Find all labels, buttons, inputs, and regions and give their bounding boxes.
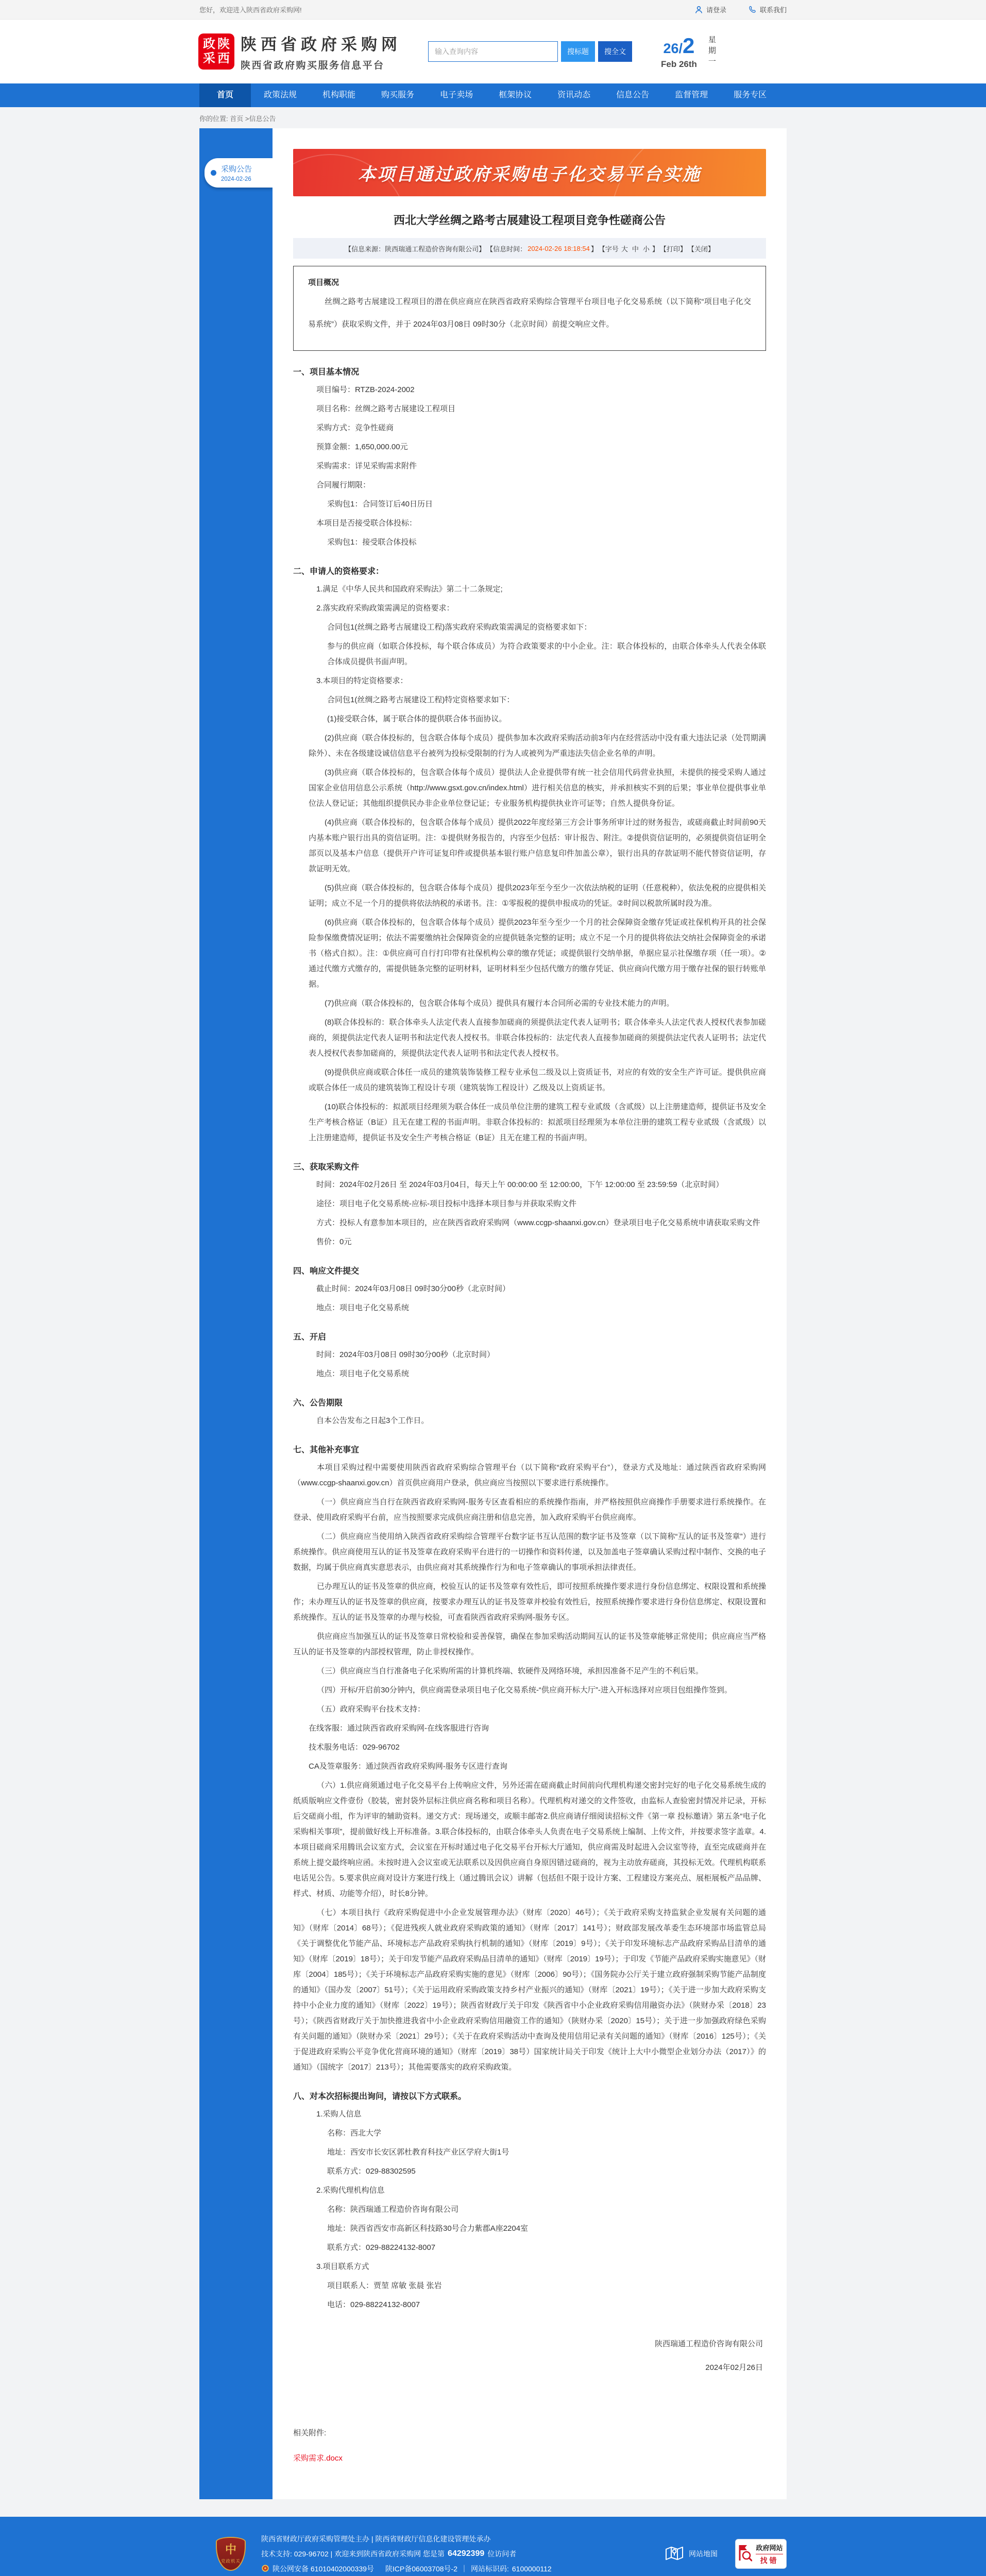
info-time-value: 2024-02-26 18:18:54 (528, 244, 590, 252)
font-size-close: 】 (652, 245, 659, 253)
section-paragraph: 参与的供应商（如联合体投标，每个联合体成员）为符合政策要求的中小企业。注：联合体投标的，由联合体牵头人代表全体联合体成员提供书面声明。 (327, 642, 766, 666)
section-paragraph: 本项目是否接受联合体投标： (316, 519, 417, 528)
print-button[interactable]: 【打印】 (659, 245, 687, 253)
section-paragraph: 联系方式：029-88302595 (327, 2167, 416, 2176)
signature-company: 陕西瑞通工程造价咨询有限公司 (654, 2340, 763, 2348)
announcement-section (293, 565, 766, 1146)
section-paragraph: 时间：2024年02月26日 至 2024年03月04日，每天上午 00:00:00 至 12:00:00，下午 12:00:00 至 23:59:59（北京时间） (316, 1180, 724, 1189)
section-heading: 八、对本次招标提出询问，请按以下方式联系。 (293, 2092, 467, 2101)
phone-icon (748, 5, 757, 14)
section-paragraph: 售价：0元 (316, 1238, 352, 1246)
section-paragraph: 本项目采购过程中需要使用陕西省政府采购综合管理平台（以下简称“政府采购平台”），登录方式及地址：通过陕西省政府采购网（www.ccgp-shaanxi.gov.cn）首页供应商用户登录，供应商应当按照以下要求进行系统操作。 (293, 1463, 766, 1487)
emblem-label: 党政机关 (220, 2558, 241, 2564)
announcement-title: 西北大学丝绸之路考古展建设工程项目竞争性磋商公告 (393, 214, 666, 227)
section-paragraph: (2)供应商（联合体投标的，包含联合体每个成员）提供参加本次政府采购活动前3年内在经营活动中没有重大违法记录（处罚期满除外）、未在各级建设诚信信息平台被列为投标受限制的行为人或被列为严重违法失信企业名单的声明。 (309, 734, 766, 758)
font-size-medium-button[interactable]: 中 (632, 245, 639, 253)
announcement-panel (273, 128, 787, 2499)
section-paragraph: 1.满足《中华人民共和国政府采购法》第二十二条规定; (316, 585, 503, 594)
contact-link[interactable] (748, 5, 787, 14)
breadcrumb (199, 113, 787, 123)
section-paragraph: 地址：西安市长安区郭杜教育科技产业区学府大街1号 (327, 2148, 509, 2157)
section-paragraph: (8)联合体投标的：联合体牵头人法定代表人直接参加磋商的须提供法定代表人证明书；联合体牵头人法定代表人授权代表参加磋商的，须提供法定代表人证明书和法定代表人授权书。非联合体投标的：法定代表人直接参加磋商的须提供法定代表人证明书；法定代表人授权代表参加磋商的，须提供法定代表人证明书和法定代表人授权书。 (309, 1018, 766, 1058)
platform-banner (293, 149, 766, 196)
announcement-section (293, 1264, 766, 1316)
section-paragraph: 截止时间：2024年03月08日 09时30分00秒（北京时间） (316, 1284, 510, 1293)
site-logo-icon (199, 35, 233, 69)
sidebar (199, 128, 273, 2499)
font-size-small-button[interactable]: 小 (642, 245, 650, 253)
sitemap-link[interactable] (665, 2545, 718, 2563)
section-paragraph: (1)接受联合体，属于联合体的提供联合体书面协议。 (327, 715, 507, 723)
signature-block (293, 2336, 766, 2376)
magnifier-flag-icon (739, 2544, 752, 2564)
date-display (661, 33, 739, 70)
footer-support-line: 技术支持: 029-96702 | 欢迎来到陕西省政府采购网 您是第 64292399 位访问者 (261, 2549, 517, 2558)
section-paragraph: 途径：项目电子化交易系统-应标-项目投标中选择本项目参与并获取采购文件 (316, 1199, 576, 1208)
section-paragraph: 项目联系人：贾堃 席敏 张晨 张岩 (327, 2281, 442, 2290)
section-heading: 一、项目基本情况 (293, 368, 360, 377)
breadcrumb-home-link[interactable]: 首页 (230, 115, 244, 123)
section-heading: 五、开启 (293, 1333, 327, 1342)
search-bar (428, 41, 632, 62)
section-paragraph: （七）本项目执行《政府采购促进中小企业发展管理办法》（财库〔2020〕46号）；《关于政府采购支持监狱企业发展有关问题的通知》（财库〔2014〕68号）；《促进残疾人就业政府采购政策的通知》（财库〔2017〕141号）；财政部发展改革委生态环境部市场监管总局《关于调整优化节能产品、环境标志产品政府采购执行机制的通知》（财库〔2019〕9号）；《关于印发环境标志产品政府采购品目清单的通知》（财库〔2019〕18号）；关于印发节能产品政府采购品目清单的通知》（财库〔2019〕19号）；于印发《节能产品政府采购实施意见》（财库〔2004〕185号）；《关于环境标志产品政府采购实施的意见》（财库〔2006〕90号）；《国务院办公厅关于建立政府强制采购节能产品制度的通知》（国办发〔2007〕51号）；《关于运用政府采购政策支持乡村产业振兴的通知》（财库〔2021〕19号）；《关于进一步加大政府采购支持中小企业力度的通知》（财库〔2022〕19号）；陕西省财政厅关于印发《陕西省中小企业政府采购信用融资办法》（陕财办采〔2018〕23号）；《陕西省财政厅关于加快推进我省中小企业政府采购信用融资工作的通知》（陕财办采〔2020〕15号）；关于进一步加强政府绿色采购有关问题的通知》（陕财办采〔2021〕29号）；《关于在政府采购活动中查询及使用信用记录有关问题的通知》（财库〔2016〕125号）；《关于促进政府采购公平竞争优化营商环境的通知》（财库〔2019〕38号）国家统计局关于印发《统计上大中小微型企业划分办法（2017）》的通知》（国统字〔2017〕213号）；其他需要落实的政府采购政策。 (293, 1908, 766, 2072)
section-paragraph: 联系方式：029-88224132-8007 (327, 2243, 436, 2252)
nav-item[interactable]: 电子卖场 (440, 91, 473, 99)
breadcrumb-separator: > (245, 115, 249, 123)
section-paragraph: 时间：2024年03月08日 09时30分00秒（北京时间） (316, 1350, 495, 1359)
section-paragraph: 采购需求：详见采购需求附件 (316, 462, 417, 470)
nav-item[interactable]: 服务专区 (734, 91, 767, 99)
breadcrumb-prefix: 你的位置: (199, 115, 228, 123)
logo-char: 陕 (217, 37, 230, 51)
section-paragraph: 自本公告发布之日起3个工作日。 (316, 1416, 429, 1425)
footer-registration-line: 陕公网安备 61010402000339号 陕ICP备06003708号-2 ｜ 网站标识码: 6100000112 (261, 2564, 552, 2574)
section-paragraph: 合同包1(丝绸之路考古展建设工程)特定资格要求如下： (327, 696, 515, 704)
section-heading: 三、获取采购文件 (293, 1163, 360, 1172)
date-month: 2 (683, 33, 695, 58)
section-paragraph: (9)提供供应商或联合体任一成员的建筑装饰装修工程专业承包二级及以上资质证书，对应的有效的安全生产许可证。提供供应商或联合体任一成员的建筑装饰工程设计专项（建筑装饰工程设计）乙级及以上资质证书。 (309, 1068, 766, 1092)
section-paragraph: 2.落实政府采购政策需满足的资格要求： (316, 604, 454, 613)
site-subtitle: 陕西省政府购买服务信息平台 (241, 60, 385, 71)
meta-bar (293, 238, 766, 259)
section-paragraph: 在线客服：通过陕西省政府采购网-在线客服进行咨询 (309, 1724, 489, 1733)
section-paragraph: （四）开标/开启前30分钟内，供应商需登录项目电子化交易系统-“供应商开标大厅”-进入开标选择对应项目包组操作签到。 (317, 1686, 732, 1694)
search-input[interactable] (428, 41, 558, 62)
login-link[interactable] (694, 5, 726, 14)
section-paragraph: 预算金额：1,650,000.00元 (316, 443, 408, 451)
user-icon (694, 5, 703, 14)
section-paragraph: 2.采购代理机构信息 (316, 2186, 385, 2195)
section-paragraph: (7)供应商（联合体投标的，包含联合体每个成员）提供具有履行本合同所必需的专业技术能力的声明。 (325, 999, 674, 1008)
sidebar-tab-procurement-notice[interactable] (205, 158, 273, 188)
font-size-label: 【字号 (598, 245, 619, 253)
section-paragraph: 3.本项目的特定资格要求： (316, 676, 408, 685)
section-paragraph: 采购包1：合同签订后40日历日 (327, 500, 433, 509)
site-title: 陕西省政府采购网 (241, 36, 401, 54)
section-paragraph: CA及签章服务：通过陕西省政府采购网-服务专区进行查询 (309, 1762, 507, 1771)
nav-item[interactable]: 政策法规 (264, 91, 297, 99)
section-paragraph: 合同履行期限： (316, 481, 371, 489)
announcement-section (293, 365, 766, 550)
announcement-section (293, 1396, 766, 1429)
section-heading: 七、其他补充事宜 (293, 1446, 360, 1454)
topbar (0, 0, 986, 20)
info-time-label: 【信息时间： (486, 245, 527, 253)
section-paragraph: 3.项目联系方式 (316, 2262, 369, 2271)
section-paragraph: 名称：陕西瑞通工程造价咨询有限公司 (327, 2205, 459, 2214)
nav-item[interactable]: 信息公告 (616, 91, 650, 99)
section-paragraph: 合同包1(丝绸之路考古展建设工程)落实政府采购政策需满足的资格要求如下： (327, 623, 592, 632)
section-paragraph: 采购包1：接受联合体投标 (327, 538, 417, 547)
signature-date: 2024年02月26日 (705, 2363, 763, 2372)
section-paragraph: (4)供应商（联合体投标的，包含联合体每个成员）提供2022年度经第三方会计事务所审计过的财务报告，或磋商截止时间前90天内基本账户银行出具的资信证明。注：①提供财务报告的，内容至少包括：审计报告、附注。②提供资信证明的，必须提供资信证明全部页以及基本户信息（提供开户许可证复印件或提供基本银行账户信息复印件加盖公章），银行出具的存款证明不能代替资信证明，存款证明无效。 (309, 818, 766, 873)
logo-char: 采 (203, 52, 215, 65)
icp-link[interactable]: 陕ICP备06003708号-2 (385, 2565, 457, 2573)
section-paragraph: （二）供应商应当使用纳入陕西省政府采购综合管理平台数字证书互认范围的数字证书及签章（以下简称“互认的证书及签章”）进行系统操作。供应商使用互认的证书及签章在政府采购平台进行的一切操作和资料传递，以及加盖电子签章确认采购过程中制作、交换的电子数据，均属于供应商真实意思表示，由供应商对其系统操作行为和电子签章确认的事项承担法律责任。 (293, 1532, 766, 1572)
section-paragraph: 电话：029-88224132-8007 (327, 2300, 420, 2309)
sidebar-tab-category: 采购公告 (221, 165, 252, 174)
section-heading: 四、响应文件提交 (293, 1267, 360, 1276)
section-paragraph: 地址：陕西省西安市高新区科技路30号合力紫郡A座2204室 (327, 2224, 529, 2233)
attachments-label: 相关附件: (293, 2429, 327, 2437)
footer-organizer-line: 陕西省财政厅政府采购管理处主办 | 陕西省财政厅信息化建设管理处承办 (261, 2535, 491, 2543)
nav-item[interactable]: 购买服务 (381, 91, 415, 99)
announcement-section (293, 1160, 766, 1250)
announcement-sections (293, 365, 766, 2313)
police-badge-icon (261, 2564, 269, 2574)
font-size-large-button[interactable]: 大 (621, 245, 628, 253)
site-footer (0, 2517, 986, 2576)
section-heading: 六、公告期限 (293, 1399, 343, 1408)
login-label: 请登录 (706, 6, 726, 14)
website-error-report-badge[interactable] (735, 2539, 787, 2569)
date-english: Feb 26th (661, 59, 697, 69)
error-badge-line2: 找错 (756, 2554, 783, 2566)
attachments-block (293, 2427, 766, 2463)
nav-item[interactable]: 首页 (199, 83, 251, 107)
platform-banner-text: 本项目通过政府采购电子化交易平台实施 (358, 164, 701, 184)
announcement-section (293, 2090, 766, 2313)
section-paragraph: 采购方式：竞争性磋商 (316, 423, 394, 432)
nav-item[interactable]: 资讯动态 (557, 91, 591, 99)
search-title-button[interactable]: 搜标题 (561, 41, 595, 62)
section-paragraph: 方式：投标人有意参加本项目的，应在陕西省政府采购网（www.ccgp-shaanxi.gov.cn）登录项目电子化交易系统申请获取采购文件 (316, 1218, 760, 1227)
section-paragraph: （六）1.供应商须通过电子化交易平台上传响应文件，另外还需在磋商截止时间前向代理机构递交密封完好的电子化交易系统生成的纸质版响应文件壹份（胶装，密封袋外层标注供应商名称和项目名称）。代理机构对递交的文件签收，由监标人查验密封情况并记录，开标后交磋商小组，作为评审的辅助资料。递交方式：现场递交，或顺丰邮寄2.供应商请仔细阅读招标文件《第一章 投标邀请》第五条“电子化采购相关事项”，提前做好线上开标准备。3.联合体投标的，由联合体牵头人负责在电子交易系统上编制、上传文件，并按要求签字盖章。4.本项目磋商采用腾讯会议室方式，会议室在开标时通过电子化交易平台开标大厅通知，供应商需及时起进入会议室等待，直至完成磋商并在系统上提交最终响应函。未按时进入会议室或无法联系以及因供应商自身原因错过磋商的，视为主动放弃磋商，其投标无效。代理机构联系电话见公告。5.要求供应商对设计方案进行线上（通过腾讯会议）讲解（包括但不限于设计方案、工程建设方案亮点、展柜展板产品品牌、样式、材质、功能等介绍），时长8分钟。 (293, 1781, 766, 1898)
logo-char: 政 (203, 37, 215, 51)
attachment-file-link[interactable]: 采购需求.docx (293, 2454, 343, 2463)
sidebar-tab-date: 2024-02-26 (221, 176, 251, 182)
section-paragraph: (10)联合体投标的：拟派项目经理须为联合体任一成员单位注册的建筑工程专业贰级（含贰级）以上注册建造师，提供证书及安全生产考核合格证（B证）且无在建工程的书面声明。非联合体投标的：拟派项目经理须为本单位注册的建筑工程专业贰级（含贰级）以上注册建造师，提供证书及安全生产考核合格证（B证）且无在建工程的书面声明。 (309, 1103, 766, 1142)
date-day: 26/ (663, 41, 683, 56)
site-header (0, 20, 986, 83)
breadcrumb-current: 信息公告 (249, 115, 276, 123)
section-paragraph: 1.采购人信息 (316, 2110, 362, 2119)
main-nav (0, 83, 986, 107)
error-badge-line1: 政府网站 (756, 2544, 783, 2552)
weekday-label: 星期一 (707, 36, 716, 68)
search-fulltext-button[interactable]: 搜全文 (598, 41, 632, 62)
section-paragraph: 技术服务电话：029-96702 (309, 1743, 400, 1752)
welcome-text: 您好，欢迎进入陕西省政府采购网! (199, 6, 302, 14)
nav-item[interactable]: 监督管理 (675, 91, 708, 99)
announcement-section (293, 1330, 766, 1382)
logo-char: 西 (217, 52, 230, 65)
project-overview-box (293, 266, 766, 351)
visitor-count: 64292399 (448, 2549, 485, 2558)
close-button[interactable]: 【关闭】 (687, 245, 715, 253)
info-source: 【信息来源：陕西瑞通工程造价咨询有限公司】 (345, 245, 486, 253)
section-paragraph: 地点：项目电子化交易系统 (316, 1303, 410, 1312)
beian-link[interactable]: 陕公网安备 61010402000339号 (273, 2565, 374, 2573)
brand (199, 31, 401, 72)
section-heading: 二、申请人的资格要求： (293, 567, 384, 576)
overview-heading: 项目概况 (308, 278, 339, 287)
section-paragraph: 地点：项目电子化交易系统 (316, 1369, 410, 1378)
section-paragraph: 项目编号：RTZB-2024-2002 (316, 385, 415, 394)
section-paragraph: 名称：西北大学 (327, 2129, 382, 2138)
section-paragraph: (6)供应商（联合体投标的，包含联合体每个成员）提供2023年至今至少一个月的社会保障资金缴存凭证或社保机构开具的社会保险参保缴费情况证明；依法不需要缴纳社会保障资金的应提供链条完整的证明；成立不足一个月的提供将依法交纳社会保障资金的承诺书（格式自拟）。注：①供应商可自行打印带有社保机构公章的缴存凭证；或提供银行交纳单据，单据应显示社保缴存项（任一项）。②通过代缴方式缴存的，需提供链条完整的证明材料，证明材料至少包括代缴方的缴存凭证、供应商向代缴方用于缴存社保的银行转账单据。 (309, 918, 766, 989)
nav-item[interactable]: 机构职能 (322, 91, 356, 99)
overview-body: 丝绸之路考古展建设工程项目的潜在供应商应在陕西省政府采购综合管理平台项目电子化交易系统（以下简称“项目电子化交易系统”）获取采购文件，并于 2024年03月08日 09时30分（北京时间）前提交响应文件。 (308, 297, 751, 329)
section-paragraph: (3)供应商（联合体投标的，包含联合体每个成员）提供法人企业提供带有统一社会信用代码营业执照，未提供的接受采购人通过国家企业信用信息公示系统（http://www.gsxt.gov.cn/index.html）进行相关信息的核实，并承担核实不到的后果；事业单位提供事业单位法人登记证；其他组织提供民办非企业单位登记证；专业服务机构提供执业许可证等；自然人提供身份证。 (309, 768, 766, 808)
emblem-symbol: 中 (225, 2543, 236, 2556)
announcement-section (293, 1443, 766, 2075)
sitemap-label: 网站地图 (689, 2550, 718, 2558)
section-paragraph: （五）政府采购平台技术支持： (317, 1705, 426, 1714)
section-paragraph: (5)供应商（联合体投标的，包含联合体每个成员）提供2023年至今至少一次依法纳税的证明（任意税种），依法免税的应提供相关证明；成立不足一个月的提供将依法纳税的承诺书。注：①零报税的提供申报成功的凭证。②时间以税款所属时段为准。 (309, 884, 766, 908)
contact-label: 联系我们 (759, 6, 787, 14)
section-paragraph: 已办理互认的证书及签章的供应商，校验互认的证书及签章有效性后，即可按照系统操作要求进行身份信息绑定、权限设置和系统操作；未办理互认的证书及签章的供应商，按要求办理互认的证书及签章并校验有效性后，按照系统操作要求进行身份信息绑定、权限设置和系统操作。互认的证书及签章的办理与校验，可查看陕西省政府采购网-服务专区。 (293, 1582, 766, 1622)
info-time-close: 】 (590, 245, 598, 253)
section-paragraph: 项目名称：丝绸之路考古展建设工程项目 (316, 404, 456, 413)
nav-item[interactable]: 框架协议 (499, 91, 532, 99)
map-icon (665, 2545, 684, 2563)
section-paragraph: （三）供应商应当自行准备电子化采购所需的计算机终端、软硬件及网络环境，承担因准备不足产生的不利后果。 (317, 1667, 704, 1675)
site-code: 6100000112 (512, 2565, 552, 2573)
section-paragraph: （一）供应商应当自行在陕西省政府采购网-服务专区查看相应的系统操作指南，并严格按照供应商操作手册要求进行系统操作。在登录、使用政府采购平台前，应当按照要求完成供应商注册和信息完善，加入政府采购平台供应商库。 (293, 1498, 766, 1522)
bullet-dot-icon (211, 170, 216, 176)
government-emblem-icon (215, 2537, 247, 2571)
section-paragraph: 供应商应当加强互认的证书及签章日常校验和妥善保管，确保在参加采购活动期间互认的证书及签章能够正常使用；供应商应当严格互认的证书及签章的内部授权管理，防止非授权操作。 (293, 1632, 766, 1656)
